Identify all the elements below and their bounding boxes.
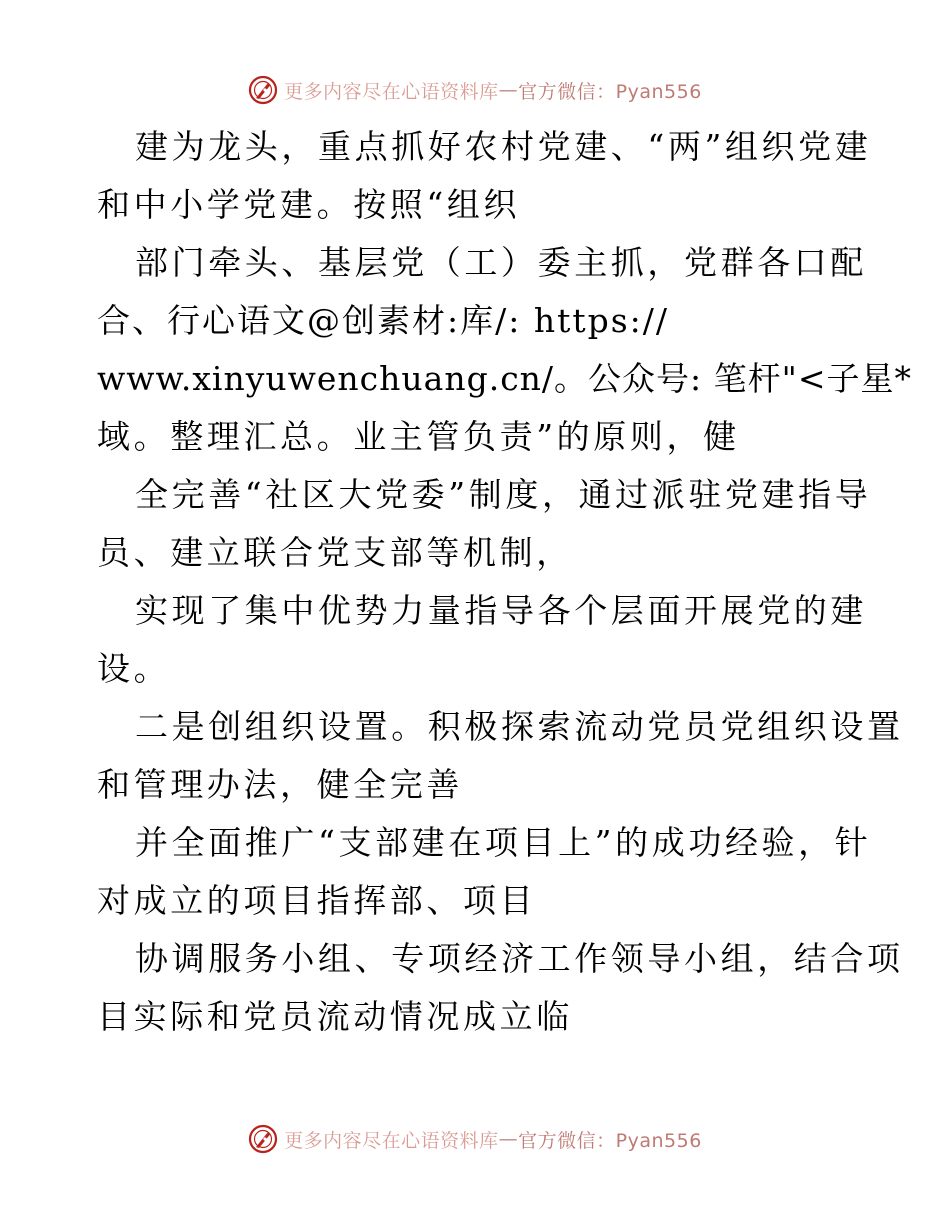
body-line: 设。	[97, 649, 171, 688]
body-line: 员、建立联合党支部等机制，	[97, 533, 573, 572]
header-banner-dash: —	[498, 79, 519, 101]
body-line: 合、行心语文@创素材:库/: https://	[97, 301, 670, 340]
body-line: 目实际和党员流动情况成立临	[97, 997, 573, 1036]
body-line: 对成立的项目指挥部、项目	[97, 881, 537, 920]
body-line: 部门牵头、基层党（工）委主抓，党群各口配	[135, 243, 867, 282]
body-line: 协调服务小组、专项经济工作领导小组，结合项	[135, 939, 904, 978]
footer-banner-text: 更多内容尽在心语资料库	[284, 1129, 499, 1152]
quill-logo-icon	[248, 1124, 278, 1154]
footer-watermark-banner	[0, 1119, 950, 1159]
footer-banner-wechat: 官方微信：Pyan556	[518, 1129, 702, 1152]
body-line: 和管理办法，健全完善	[97, 765, 463, 804]
body-line: 域。整理汇总。业主管负责”的原则，健	[97, 417, 740, 456]
body-line: 和中小学党建。按照“组织	[97, 185, 521, 224]
header-banner-wechat: 官方微信：Pyan556	[518, 80, 702, 103]
body-line: 建为龙头，重点抓好农村党建、“两”组织党建	[135, 127, 872, 166]
quill-logo-icon	[248, 75, 278, 105]
footer-banner-dash: —	[498, 1128, 519, 1150]
body-line: 实现了集中优势力量指导各个层面开展党的建	[135, 591, 867, 630]
body-line: www.xinyuwenchuang.cn/。公众号: 笔杆"<子星*	[97, 359, 912, 398]
body-line: 全完善“社区大党委”制度，通过派驻党建指导	[135, 475, 872, 514]
body-line: 二是创组织设置。积极探索流动党员党组织设置	[135, 707, 904, 746]
body-line: 并全面推广“支部建在项目上”的成功经验，针	[135, 823, 872, 862]
header-banner-text: 更多内容尽在心语资料库	[284, 80, 499, 103]
header-watermark-banner	[0, 70, 950, 110]
